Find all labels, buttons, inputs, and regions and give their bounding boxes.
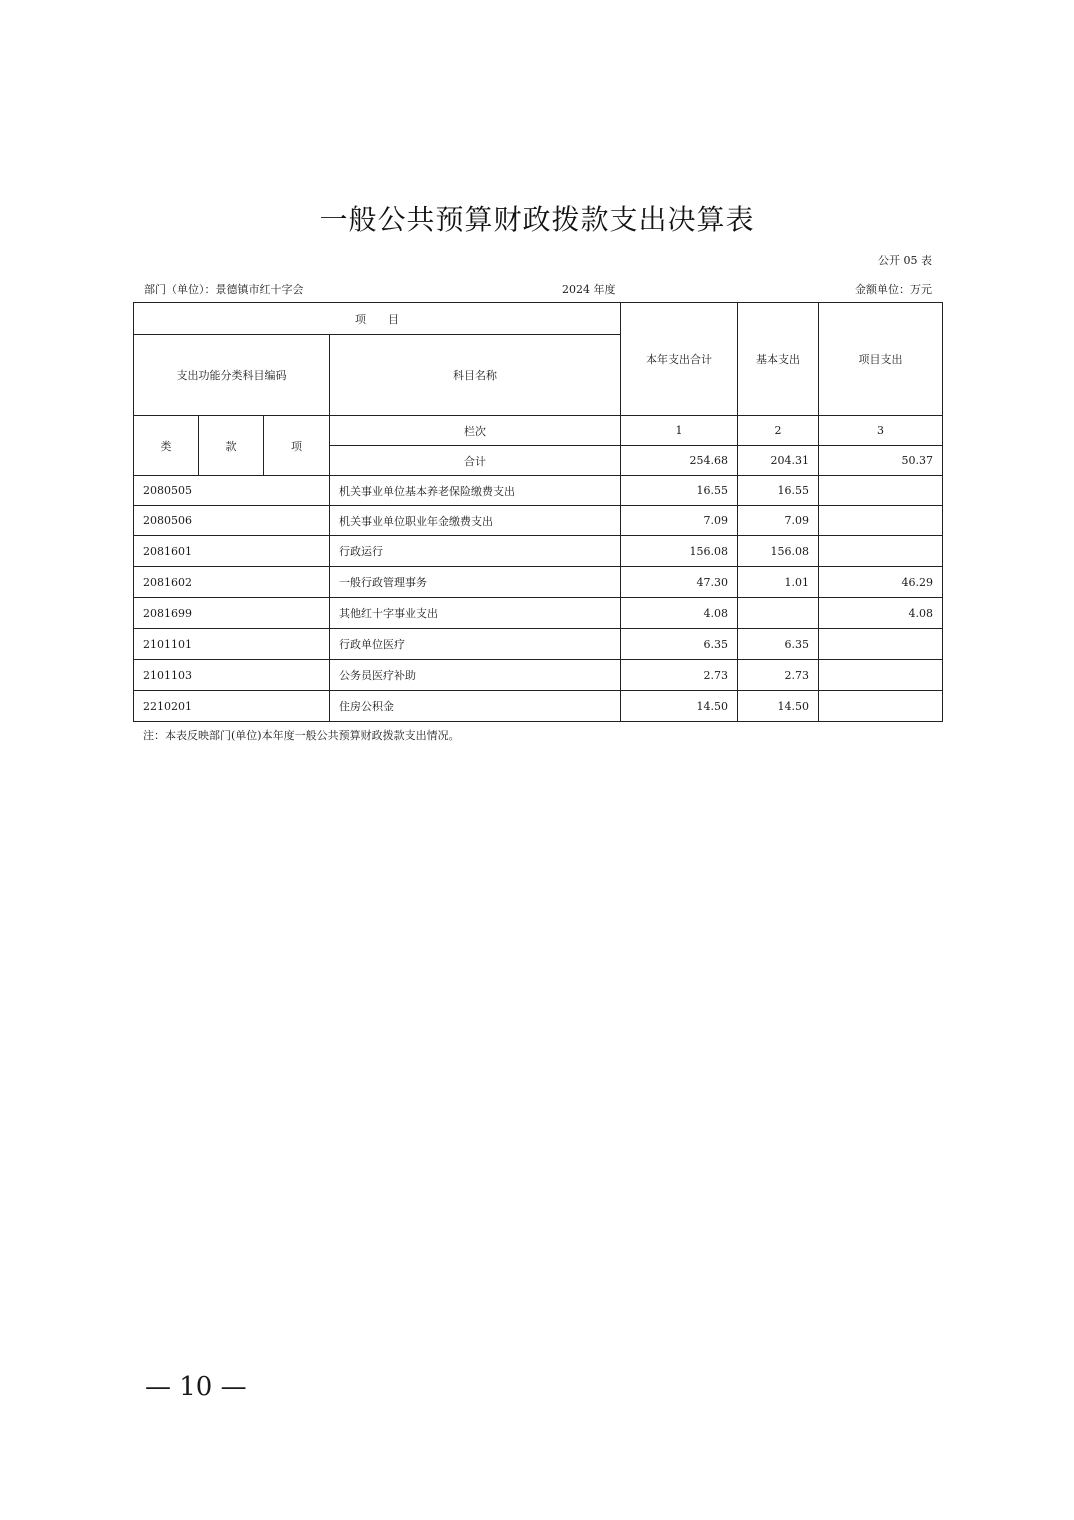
row-basic: 6.35 [738, 629, 819, 660]
column-number-3: 3 [819, 416, 943, 446]
sum-label: 合计 [330, 446, 621, 476]
row-name: 行政运行 [330, 536, 621, 567]
row-name: 机关事业单位职业年金缴费支出 [330, 506, 621, 536]
header-xiang: 项 [264, 416, 330, 476]
row-project: 4.08 [819, 598, 943, 629]
sum-basic: 204.31 [738, 446, 819, 476]
row-total: 2.73 [621, 660, 738, 691]
table-row [134, 506, 943, 536]
expenditure-table [133, 302, 943, 722]
header-project: 项 目 [134, 303, 621, 335]
row-basic: 7.09 [738, 506, 819, 536]
table-row [134, 536, 943, 567]
row-basic: 2.73 [738, 660, 819, 691]
row-code: 2081602 [134, 567, 330, 598]
sum-total: 254.68 [621, 446, 738, 476]
amount-unit-label: 金额单位：万元 [855, 283, 932, 296]
table-row [134, 567, 943, 598]
header-basic: 基本支出 [738, 303, 819, 416]
row-basic: 1.01 [738, 567, 819, 598]
column-number-2: 2 [738, 416, 819, 446]
fiscal-year-label: 2024 年度 [562, 283, 616, 296]
header-kuan: 款 [199, 416, 264, 476]
row-name: 一般行政管理事务 [330, 567, 621, 598]
row-total: 16.55 [621, 476, 738, 506]
row-project [819, 536, 943, 567]
row-total: 156.08 [621, 536, 738, 567]
row-project [819, 506, 943, 536]
row-name: 住房公积金 [330, 691, 621, 722]
row-code: 2101101 [134, 629, 330, 660]
row-code: 2081699 [134, 598, 330, 629]
header-subject-name: 科目名称 [330, 335, 621, 416]
table-row [134, 691, 943, 722]
row-total: 14.50 [621, 691, 738, 722]
form-number: 公开 05 表 [878, 254, 932, 267]
row-basic: 16.55 [738, 476, 819, 506]
row-name: 机关事业单位基本养老保险缴费支出 [330, 476, 621, 506]
header-code-group: 支出功能分类科目编码 [134, 335, 330, 416]
row-code: 2080506 [134, 506, 330, 536]
row-code: 2081601 [134, 536, 330, 567]
row-basic: 14.50 [738, 691, 819, 722]
table-row [134, 476, 943, 506]
column-number-1: 1 [621, 416, 738, 446]
table-note: 注：本表反映部门(单位)本年度一般公共预算财政拨款支出情况。 [143, 729, 460, 742]
row-project [819, 629, 943, 660]
header-project-expense: 项目支出 [819, 303, 943, 416]
header-total: 本年支出合计 [621, 303, 738, 416]
department-label: 部门（单位）：景德镇市红十字会 [144, 283, 304, 296]
row-basic: 156.08 [738, 536, 819, 567]
row-code: 2101103 [134, 660, 330, 691]
table-row [134, 629, 943, 660]
row-project [819, 691, 943, 722]
header-lei: 类 [134, 416, 199, 476]
row-name: 公务员医疗补助 [330, 660, 621, 691]
page-number: — 10 — [145, 1372, 247, 1402]
table-row [134, 660, 943, 691]
header-lanci: 栏次 [330, 416, 621, 446]
row-name: 其他红十字事业支出 [330, 598, 621, 629]
sum-project: 50.37 [819, 446, 943, 476]
row-project [819, 660, 943, 691]
row-total: 4.08 [621, 598, 738, 629]
row-basic [738, 598, 819, 629]
row-code: 2080505 [134, 476, 330, 506]
row-project [819, 476, 943, 506]
table-row [134, 598, 943, 629]
row-code: 2210201 [134, 691, 330, 722]
row-total: 47.30 [621, 567, 738, 598]
row-total: 7.09 [621, 506, 738, 536]
page-title: 一般公共预算财政拨款支出决算表 [319, 203, 755, 236]
row-project: 46.29 [819, 567, 943, 598]
row-total: 6.35 [621, 629, 738, 660]
row-name: 行政单位医疗 [330, 629, 621, 660]
